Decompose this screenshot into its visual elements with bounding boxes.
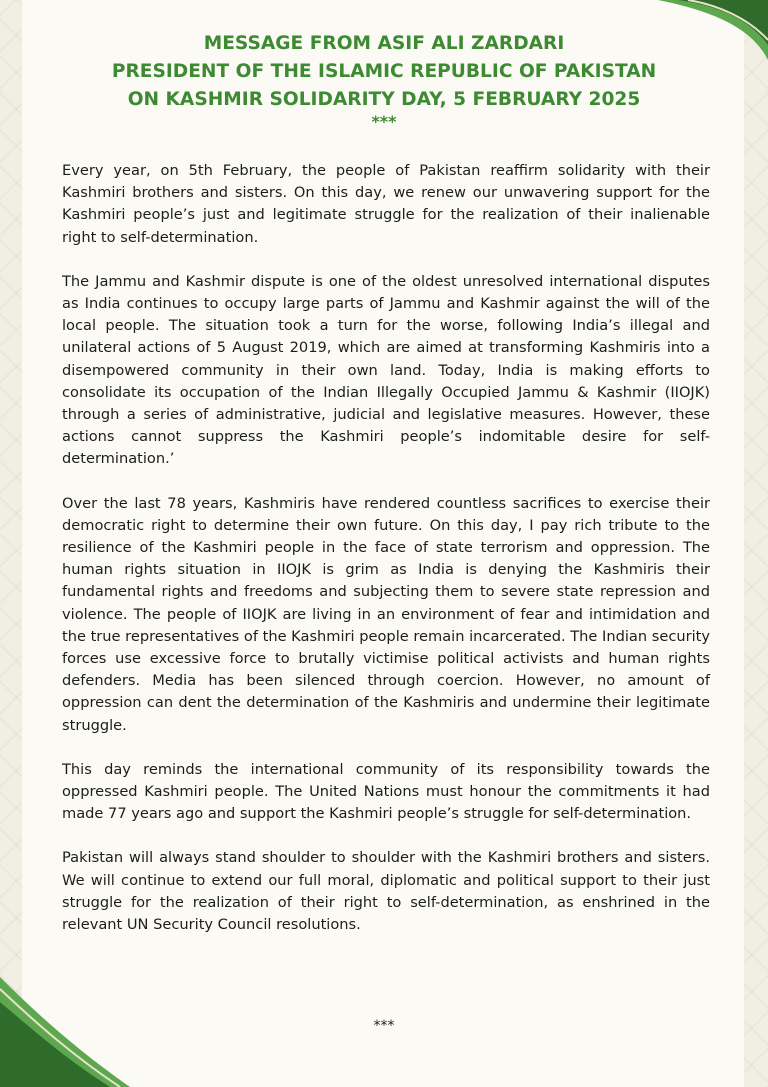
paragraph-5: Pakistan will always stand shoulder to shoulder with the Kashmiri brothers and sisters. We will continue to extend our full moral, diplomatic and political support to their just struggle for the realization of their right to self-determination, as enshrined in the relevant UN Security Council resolutions.: [62, 849, 710, 934]
message-body: [62, 160, 710, 958]
heading-line-1: MESSAGE FROM ASIF ALI ZARDARI: [203, 33, 565, 54]
message-heading: [30, 30, 738, 130]
heading-line-3: ON KASHMIR SOLIDARITY DAY, 5 FEBRUARY 2025: [127, 89, 641, 110]
heading-line-2: PRESIDENT OF THE ISLAMIC REPUBLIC OF PAKISTAN: [111, 61, 657, 82]
footer-separator: ***: [373, 1018, 395, 1034]
paragraph-4: This day reminds the international community of its responsibility towards the oppressed Kashmiri people. The United Nations must honour the commitments it had made 77 years ago and support the Kashmiri people’s struggle for self-determination.: [62, 760, 710, 823]
heading-separator: ***: [371, 112, 397, 131]
paragraph-2: The Jammu and Kashmir dispute is one of the oldest unresolved international disputes as India continues to occupy large parts of Jammu and Kashmir against the will of the local people. The situation took a turn for the worse, following India’s illegal and unilateral actions of 5 August 2019, which are aimed at transforming Kashmiris into a disempowered community in their own land. Today, India is making efforts to consolidate its occupation of the Indian Illegally Occupied Jammu & Kashmir (IIOJK) through a series of administrative, judicial and legislative measures. However, these actions cannot suppress the Kashmiri people’s indomitable desire for self-determination.’: [62, 272, 710, 468]
paragraph-1: Every year, on 5th February, the people of Pakistan reaffirm solidarity with their Kashmiri brothers and sisters. On this day, we renew our unwavering support for the Kashmiri people’s just and legitimate struggle for the realization of their inalienable right to self-determination.: [62, 162, 710, 246]
paragraph-3: Over the last 78 years, Kashmiris have rendered countless sacrifices to exercise their democratic right to determine their own future. On this day, I pay rich tribute to the resilience of the Kashmiri people in the face of state terrorism and oppression. The human rights situation in IIOJK is grim as India is denying the Kashmiris their fundamental rights and freedoms and subjecting them to severe state repression and violence. The people of IIOJK are living in an environment of fear and intimidation and the true representatives of the Kashmiri people remain incarcerated. The Indian security forces use excessive force to brutally victimise political activists and human rights defenders. Media has been silenced through coercion. However, no amount of oppression can dent the determination of the Kashmiris and undermine their legitimate struggle.: [62, 494, 711, 734]
